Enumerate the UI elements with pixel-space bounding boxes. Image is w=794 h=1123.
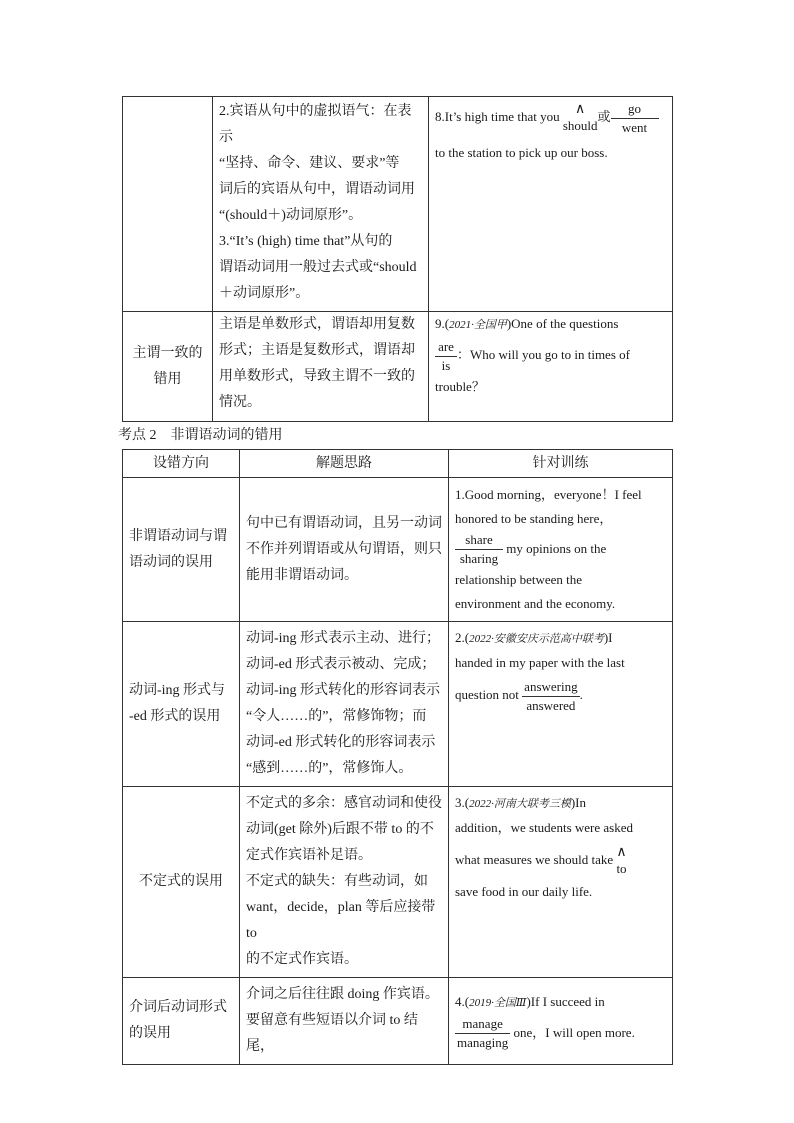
direction-cell <box>123 97 213 312</box>
approach-line: 不定式的多余：感官动词和使役 <box>246 796 442 811</box>
table-row <box>123 478 673 622</box>
direction-cell <box>123 787 240 978</box>
direction-line: 错用 <box>153 371 182 387</box>
exercise-number: 4.( <box>455 993 470 1009</box>
table-continued <box>122 96 673 422</box>
approach-line: 情况。 <box>219 395 261 410</box>
caret-mark: ∧ <box>616 845 627 861</box>
approach-line: 动词-ing 形式转化的形容词表示 <box>246 683 441 698</box>
direction-line: 主谓一致的 <box>132 345 203 361</box>
approach-line: 句中已有谓语动词，且另一动词 <box>246 515 442 531</box>
exercise-line <box>435 312 666 337</box>
approach-line: ＋动词原形”。 <box>219 286 310 301</box>
exercise-text: my opinions on the <box>506 540 607 556</box>
exercise-cell <box>449 478 673 622</box>
blank-correct-word: managing <box>457 1035 509 1051</box>
approach-line: 2.宾语从句中的虚拟语气：在表示 <box>219 104 412 145</box>
exercise-cell <box>429 97 673 312</box>
table-row <box>123 978 673 1065</box>
answer-blank <box>455 531 503 568</box>
exercise-line <box>455 675 666 715</box>
exercise-line <box>435 99 666 137</box>
exercise-line: handed in my paper with the last <box>455 655 625 670</box>
header-approach: 解题思路 <box>240 450 449 478</box>
direction-cell <box>123 622 240 787</box>
answer-blank <box>435 338 457 375</box>
blank-wrong-word: share <box>455 531 503 550</box>
table-row <box>123 622 673 787</box>
blank-correct-word: is <box>441 357 451 373</box>
approach-line: 3.“It’s (high) time that”从句的 <box>219 234 393 249</box>
exercise-cell <box>449 978 673 1065</box>
approach-line: “坚持、命令、建议、要求”等 <box>219 156 400 171</box>
exercise-cell <box>429 312 673 422</box>
approach-line: “令人……的”，常修饰物；而 <box>246 709 427 724</box>
exercise-line <box>435 337 666 375</box>
direction-line: 非谓语动词与谓 <box>129 528 227 544</box>
exercise-source: 2021·全国甲 <box>449 319 507 331</box>
approach-line: 动词(get 除外)后跟不带 to 的不 <box>246 822 434 837</box>
approach-line: 词后的宾语从句中，谓语动词用 <box>219 182 415 197</box>
approach-cell <box>240 787 449 978</box>
blank-correct-word: answered <box>526 697 576 713</box>
exercise-text: )In <box>570 795 587 810</box>
answer-blank <box>611 100 659 137</box>
approach-cell <box>240 978 449 1065</box>
exercise-line: 1.Good morning，everyone！I feel <box>455 486 642 502</box>
exercise-line <box>455 791 666 816</box>
or-text: 或 <box>597 109 611 124</box>
exercise-source: 2022·安徽安庆示范高中联考 <box>469 633 604 645</box>
table-header-row <box>123 450 673 478</box>
approach-cell <box>240 622 449 787</box>
exercise-line: environment and the economy. <box>455 596 616 612</box>
approach-line: 介词之后往往跟 doing 作宾语。 <box>246 987 439 1002</box>
approach-line: 定式作宾语补足语。 <box>246 848 372 863</box>
blank-wrong-word: answering <box>522 678 579 697</box>
approach-line: want，decide，plan 等后应接带 to <box>246 900 436 941</box>
exercise-text: one，I will open more. <box>513 1024 635 1040</box>
caret-mark: ∧ <box>575 102 586 118</box>
exercise-text: question not <box>455 687 519 702</box>
exercise-text: . <box>579 687 583 702</box>
direction-cell <box>123 312 213 422</box>
approach-line: 谓语动词用一般过去式或“should <box>219 260 417 275</box>
exercise-text: )One of the questions <box>506 316 619 331</box>
exercise-line: trouble？ <box>435 378 485 394</box>
approach-line: 能用非谓语动词。 <box>246 567 358 583</box>
exercise-text: )I <box>603 630 613 645</box>
header-direction: 设错方向 <box>123 450 240 478</box>
exercise-line <box>455 531 666 569</box>
direction-line: 的误用 <box>129 1026 171 1041</box>
exercise-line: relationship between the <box>455 572 583 588</box>
table-row <box>123 97 673 312</box>
exercise-number: 3.( <box>455 795 470 810</box>
exercise-text: )If I succeed in <box>526 993 605 1009</box>
blank-correct-word: sharing <box>459 551 499 567</box>
table-row <box>123 787 673 978</box>
insert-caret <box>563 102 598 134</box>
approach-line: 的不定式作宾语。 <box>246 952 358 967</box>
exercise-line <box>455 840 666 880</box>
approach-line: 形式；主语是复数形式，谓语却 <box>219 343 415 358</box>
section-title: 考点 2 非谓语动词的错用 <box>118 428 283 443</box>
exercise-cell <box>449 622 673 787</box>
exercise-source: 2019·全国Ⅲ <box>469 996 527 1009</box>
caret-word: should <box>562 118 598 134</box>
exercise-line <box>455 626 666 651</box>
exercise-line <box>455 1015 666 1053</box>
exercise-text: ：Who will you go to in times of <box>457 347 630 362</box>
approach-line: 用单数形式，导致主谓不一致的 <box>219 369 415 384</box>
nonfinite-verb-table <box>122 449 673 1065</box>
approach-line: “(should＋)动词原形”。 <box>219 208 363 223</box>
approach-line: 不定式的缺失：有些动词，如 <box>246 874 428 889</box>
approach-cell <box>240 478 449 622</box>
blank-wrong-word: go <box>611 100 659 119</box>
exercise-text: what measures we should take <box>455 852 614 867</box>
direction-line: -ed 形式的误用 <box>129 709 221 724</box>
exercise-text: 8.It’s high time that you <box>435 109 560 124</box>
blank-wrong-word: are <box>435 338 457 357</box>
direction-line: 语动词的误用 <box>129 554 213 570</box>
approach-cell <box>213 97 429 312</box>
approach-line: 动词-ed 形式转化的形容词表示 <box>246 735 436 750</box>
exercise-line: to the station to pick up our boss. <box>435 144 608 160</box>
exercise-number: 9.( <box>435 316 450 331</box>
exercise-source: 2022·河南大联考三模 <box>469 798 571 810</box>
approach-line: 要留意有些短语以介词 to 结尾， <box>246 1013 418 1054</box>
exercise-line: honored to be standing here， <box>455 510 613 526</box>
approach-line: 动词-ing 形式表示主动、进行； <box>246 631 441 646</box>
approach-cell <box>213 312 429 422</box>
exercise-line: save food in our daily life. <box>455 884 593 899</box>
approach-line: 主语是单数形式，谓语却用复数 <box>219 317 415 332</box>
caret-word: to <box>616 861 627 877</box>
answer-blank <box>522 678 579 715</box>
insert-caret <box>616 845 626 877</box>
approach-line: 不作并列谓语或从句谓语，则只 <box>246 541 442 557</box>
direction-line: 不定式的误用 <box>139 874 223 889</box>
direction-cell <box>123 478 240 622</box>
exercise-line: addition，we students were asked <box>455 820 633 835</box>
exercise-number: 2.( <box>455 630 470 645</box>
exercise-cell <box>449 787 673 978</box>
direction-line: 介词后动词形式 <box>129 1000 227 1015</box>
answer-blank <box>455 1015 510 1052</box>
direction-cell <box>123 978 240 1065</box>
approach-line: 动词-ed 形式表示被动、完成； <box>246 657 436 672</box>
direction-line: 动词-ing 形式与 <box>129 683 226 698</box>
blank-correct-word: went <box>621 119 648 135</box>
exercise-line <box>455 990 666 1015</box>
blank-wrong-word: manage <box>455 1015 510 1034</box>
header-practice: 针对训练 <box>449 450 673 478</box>
table-row <box>123 312 673 422</box>
approach-line: “感到……的”，常修饰人。 <box>246 761 413 776</box>
